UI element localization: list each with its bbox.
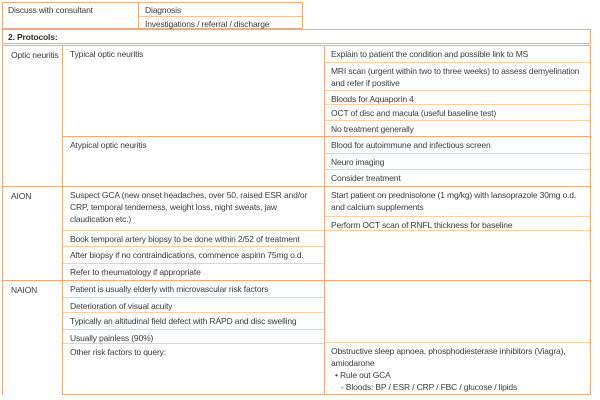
cell-deterioration-visual-acuity: Deterioration of visual acuity bbox=[63, 298, 324, 313]
cell-suspect-gca: Suspect GCA (new onset headaches, over 50, raised ESR and/or CRP, temporal tenderness, weight loss, night sweats, jaw claudication etc.) bbox=[63, 187, 324, 231]
cell-usually-painless: Usually painless (90%) bbox=[63, 330, 324, 344]
cell-typical-optic-neuritis: Typical optic neuritis bbox=[63, 46, 324, 137]
cell-refer-rheumatology: Refer to rheumatology if appropriate bbox=[63, 264, 324, 281]
column-presentation bbox=[63, 46, 325, 395]
cell-discuss-with-consultant: Discuss with consultant bbox=[3, 3, 139, 28]
cell-start-prednisolone: Start patient on prednisolone (1 mg/kg) with lansoprazole 30mg o.d. and calcium supplements bbox=[325, 187, 590, 217]
cell-oct-disc-macula: OCT of disc and macula (useful baseline test) bbox=[325, 105, 590, 121]
cell-empty-aion bbox=[325, 231, 590, 281]
column-conditions bbox=[3, 46, 63, 395]
cell-condition-naion: NAION bbox=[3, 281, 62, 395]
column-actions bbox=[325, 46, 590, 395]
cell-atypical-optic-neuritis: Atypical optic neuritis bbox=[63, 137, 324, 187]
cell-patient-elderly-risk-factors: Patient is usually elderly with microvascular risk factors bbox=[63, 281, 324, 298]
naion-risk-text: Obstructive sleep apnoea, phosphodiesterase inhibitors (Viagra), amiodarone bbox=[331, 346, 566, 368]
section-header-protocols: 2. Protocols: bbox=[2, 29, 591, 44]
cell-blood-autoimmune-screen: Blood for autoimmune and infectious screen bbox=[325, 137, 590, 154]
protocols-table bbox=[2, 45, 591, 395]
cell-investigations-referral-discharge: Investigations / referral / discharge bbox=[145, 19, 270, 29]
cell-mri-scan: MRI scan (urgent within two to three weeks) to assess demyelination and refer if positive bbox=[325, 63, 590, 91]
cell-diagnosis: Diagnosis bbox=[139, 3, 302, 17]
naion-risk-bullet: • Rule out GCA bbox=[335, 370, 391, 380]
cell-after-biopsy-aspirin: After biopsy if no contraindications, commence aspirin 75mg o.d. bbox=[63, 247, 324, 264]
naion-risk-sub-bullet: - Bloods: BP / ESR / CRP / FBC / glucose / lipids bbox=[341, 382, 518, 392]
cell-explain-condition-ms-link: Explain to patient the condition and possible link to MS bbox=[325, 46, 590, 63]
cell-neuro-imaging: Neuro imaging bbox=[325, 154, 590, 170]
cell-book-temporal-artery-biopsy: Book temporal artery biopsy to be done within 2/52 of treatment bbox=[63, 231, 324, 247]
cell-bloods-aquaporin-4: Bloods for Aquaporin 4 bbox=[325, 91, 590, 105]
cell-other-risk-factors: Other risk factors to query: bbox=[63, 344, 324, 395]
cell-empty-naion bbox=[325, 281, 590, 343]
cell-condition-optic-neuritis: Optic neuritis bbox=[3, 46, 62, 187]
consultant-discussion-rows bbox=[139, 3, 302, 28]
cell-no-treatment: No treatment generally bbox=[325, 121, 590, 137]
cell-oct-rnfl-baseline: Perform OCT scan of RNFL thickness for baseline bbox=[325, 217, 590, 231]
cell-condition-aion: AION bbox=[3, 187, 62, 281]
cell-consider-treatment: Consider treatment bbox=[325, 170, 590, 187]
cell-naion-risk-factors bbox=[325, 343, 590, 395]
consultant-discussion-table bbox=[2, 2, 303, 29]
cell-altitudinal-field-defect: Typically an altitudinal field defect with RAPD and disc swelling bbox=[63, 313, 324, 330]
